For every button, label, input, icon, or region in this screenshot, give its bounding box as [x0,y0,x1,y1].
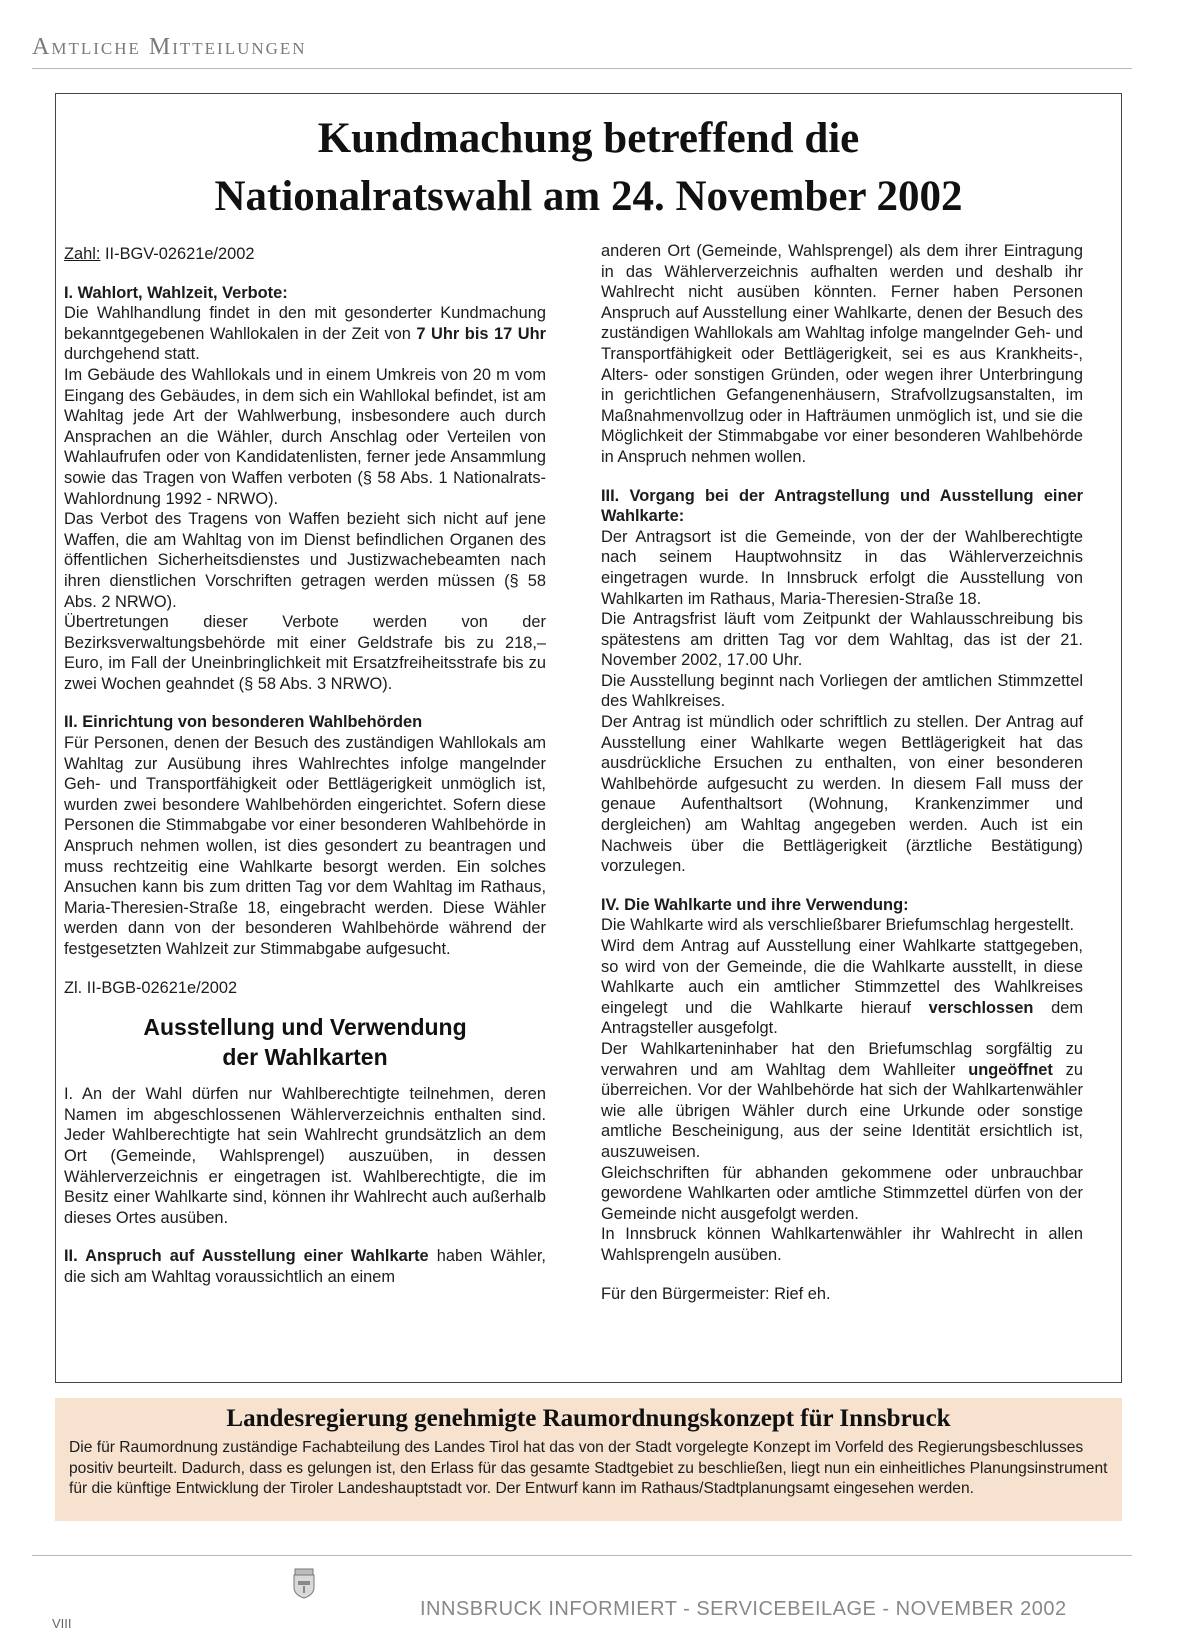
title-line-1: Kundmachung betreffend die [317,115,860,162]
wahlkarte-section-2-heading: II. Anspruch auf Ausstellung einer Wahlkarte [64,1247,429,1266]
wahlkarte-section-4-paragraph-3: Der Wahlkarteninhaber hat den Briefumschlag sorgfältig zu verwahren und am Wahltag dem Wahlleiter ungeöffnet zu überreichen. Vor der Wahlbehörde hat sich der Wahlkartenwähler wie alle übrigen Wähler durch eine Urkunde oder sonstige amtliche Bescheinigung, aus der seine Identität ersichtlich ist, auszuweisen. [601,1039,1083,1161]
notice-frame [55,93,1122,1383]
section-2-heading: II. Einrichtung von besonderen Wahlbehörden [64,713,423,732]
section-1-paragraph-3: Das Verbot des Tragens von Waffen bezieht sich nicht auf jene Waffen, die am Wahltag von im Dienst befindlichen Organen des öffentlichen Sicherheitsdienstes und Justizwachebeamten nach ihren dienstlichen Vorschriften getragen werden müssen (§ 58 Abs. 2 NRWO). [64,510,546,611]
section-header: Amtliche Mitteilungen [32,34,307,60]
wahlkarte-section-3-heading: III. Vorgang bei der Antragstellung und Ausstellung einer Wahlkarte: [601,486,1083,526]
section-2-paragraph: Für Personen, denen der Besuch des zuständigen Wahllokals am Wahltag zur Ausübung ihres Wahlrechtes infolge mangelnder Geh- und Transportfähigkeit oder Bettlägerigkeit unmöglich ist, wurden zwei besondere Wahlbehörden eingerichtet. Sofern diese Personen die Stimmabgabe vor einer besonderen Wahlbehörde in Anspruch nehmen wollen, ist dies gesondert zu beantragen und muss rechtzeitig eine Wahlkarte besorgt werden. Ein solches Ansuchen kann bis zum dritten Tag vor dem Wahltag im Rathaus, Maria-Theresien-Straße 18, eingebracht werden. Diese Wähler werden dann von der besonderen Wahlbehörde während der festgesetzten Wahlzeit zur Stimmabgabe aufgesucht. [64,734,546,958]
info-box-title: Landesregierung genehmigte Raumordnungskonzept für Innsbruck [226,1405,951,1432]
wahlkarte-section-4-paragraph-2: Wird dem Antrag auf Ausstellung einer Wahlkarte stattgegeben, so wird von der Gemeinde, die die Wahlkarte ausstellt, in diese Wahlkarte auch ein amtlicher Stimmzettel des Wahlkreises eingelegt und die Wahlkarte hierauf verschlossen dem Antragsteller ausgefolgt. [601,937,1083,1038]
ref-label: Zahl: [64,245,101,263]
section-1-paragraph-2: Im Gebäude des Wahllokals und in einem Umkreis von 20 m vom Eingang des Gebäudes, in dem sich ein Wahllokal befindet, ist am Wahltag jede Art der Wahlwerbung, insbesondere auch durch Ansprachen an die Wähler, durch Anschlag oder Verteilen von Wahlaufrufen oder von Kandidatenlisten, ferner jede Ansammlung sowie das Tragen von Waffen verboten (§ 58 Abs. 1 Nationalrats-Wahlordnung 1992 - NRWO). [64,365,546,508]
ref-value: II-BGV-02621e/2002 [100,245,255,263]
reference-number [64,244,546,265]
reference-number-2: Zl. II-BGB-02621e/2002 [64,978,238,997]
voting-hours: 7 Uhr bis 17 Uhr [416,324,546,343]
title-line-2: Nationalratswahl am 24. November 2002 [214,173,963,220]
wahlkarte-section-3-paragraph-2: Die Antragsfrist läuft vom Zeitpunkt der Wahlausschreibung bis spätestens am dritten Tag vor dem Wahltag, das ist der 21. November 2002, 17.00 Uhr. [601,610,1083,670]
wahlkarte-section-4-paragraph-4: Gleichschriften für abhanden gekommene oder unbrauchbar gewordene Wahlkarten oder amtliche Stimmzettel dürfen von der Gemeinde nicht ausgefolgt werden. [601,1163,1083,1223]
left-column [64,244,546,1288]
publication-footer: INNSBRUCK INFORMIERT - SERVICEBEILAGE - NOVEMBER 2002 [420,1598,1067,1620]
header-divider [32,68,1132,69]
section-1-heading: I. Wahlort, Wahlzeit, Verbote: [64,283,288,302]
right-column [601,241,1083,1304]
subtitle: Ausstellung und Verwendung der Wahlkarten [143,1014,467,1071]
wahlkarte-section-2-continued: anderen Ort (Gemeinde, Wahlsprengel) als dem ihrer Eintragung in das Wählerverzeichnis aufhalten werden und deshalb ihr Wahlrecht nicht ausüben könnten. Ferner haben Personen Anspruch auf Ausstellung einer Wahlkarte, denen der Besuch des zuständigen Wahllokals am Wahltag infolge mangelnder Geh- und Transportfähigkeit oder Bettlägerigkeit, sei es aus Krankheits-, Alters- oder sonstigen Gründen, oder wegen ihrer Unterbringung in gerichtlichen Gefangenenhäusern, Strafvollzugsanstalten, im Maßnahmenvollzug oder in Hafträumen unmöglich ist, und sie die Möglichkeit der Stimmabgabe vor einer besonderen Wahlbehörde in Anspruch nehmen wollen. [601,242,1083,466]
notice-title [56,110,1121,226]
signature: Für den Bürgermeister: Rief eh. [601,1284,831,1303]
section-1-paragraph-4: Übertretungen dieser Verbote werden von der Bezirksverwaltungsbehörde mit einer Geldstrafe bis zu 218,– Euro, im Fall der Uneinbringlichkeit mit Ersatzfreiheitsstrafe bis zu zwei Wochen geahndet (§ 58 Abs. 3 NRWO). [64,613,546,693]
section-1-paragraph-1: Die Wahlhandlung findet in den mit gesonderter Kundmachung bekanntgegebenen Wahllokalen in der Zeit von 7 Uhr bis 17 Uhr durchgehend statt. [64,304,546,364]
wahlkarte-section-4-heading: IV. Die Wahlkarte und ihre Verwendung: [601,895,909,914]
innsbruck-crest-icon [291,1567,317,1599]
wahlkarte-section-4-paragraph-5: In Innsbruck können Wahlkartenwähler ihr Wahlrecht in allen Wahlsprengeln ausüben. [601,1225,1083,1264]
wahlkarte-section-2: II. Anspruch auf Ausstellung einer Wahlkarte haben Wähler, die sich am Wahltag voraussichtlich an einem [64,1247,546,1286]
page-number: VIII [52,1616,72,1631]
wahlkarte-section-4-paragraph-1: Die Wahlkarte wird als verschließbarer Briefumschlag hergestellt. [601,916,1075,935]
wahlkarte-section-3-paragraph-3: Die Ausstellung beginnt nach Vorliegen der amtlichen Stimmzettel des Wahlkreises. [601,671,1083,711]
wahlkarte-section-3-paragraph-1: Der Antragsort ist die Gemeinde, von der der Wahlberechtigte nach seinem Hauptwohnsitz in das Wählerverzeichnis eingetragen wurde. In Innsbruck erfolgt die Ausstellung von Wahlkarten im Rathaus, Maria-Theresien-Straße 18. [601,527,1083,608]
wahlkarte-section-1: I. An der Wahl dürfen nur Wahlberechtigte teilnehmen, deren Namen im abgeschlossenen Wählerverzeichnis enthalten sind. Jeder Wahlberechtigte hat sein Wahlrecht grundsätzlich an dem Ort (Gemeinde, Wahlsprengel) auszuüben, in dessen Wählerverzeichnis er eingetragen ist. Wahlberechtigte, die im Besitz einer Wahlkarte sind, können ihr Wahlrecht auch außerhalb dieses Ortes ausüben. [64,1085,546,1227]
footer-divider [32,1555,1132,1556]
info-box-text: Die für Raumordnung zuständige Fachabteilung des Landes Tirol hat das von der Stadt vorgelegte Konzept im Vorfeld des Regierungsbeschlusses positiv beurteilt. Dadurch, dass es gelungen ist, den Erlass für das gesamte Stadtgebiet zu beschließen, liegt nun ein einheitliches Planungsinstrument für die künftige Entwicklung der Tiroler Landeshauptstadt vor. Der Entwurf kann im Rathaus/Stadtplanungsamt eingesehen werden. [69,1439,1108,1497]
wahlkarte-section-3-paragraph-4: Der Antrag ist mündlich oder schriftlich zu stellen. Der Antrag auf Ausstellung einer Wahlkarte wegen Bettlägerigkeit hat das ausdrückliche Ersuchen zu enthalten, von einer besonderen Wahlbehörde aufgesucht zu werden. In diesem Fall muss der genaue Aufenthaltsort (Wohnung, Krankenzimmer und dergleichen) am Wahltag angegeben werden. Auch ist ein Nachweis über die Bettlägerigkeit (ärztliche Bestätigung) vorzulegen. [601,713,1083,876]
info-box [55,1398,1122,1521]
